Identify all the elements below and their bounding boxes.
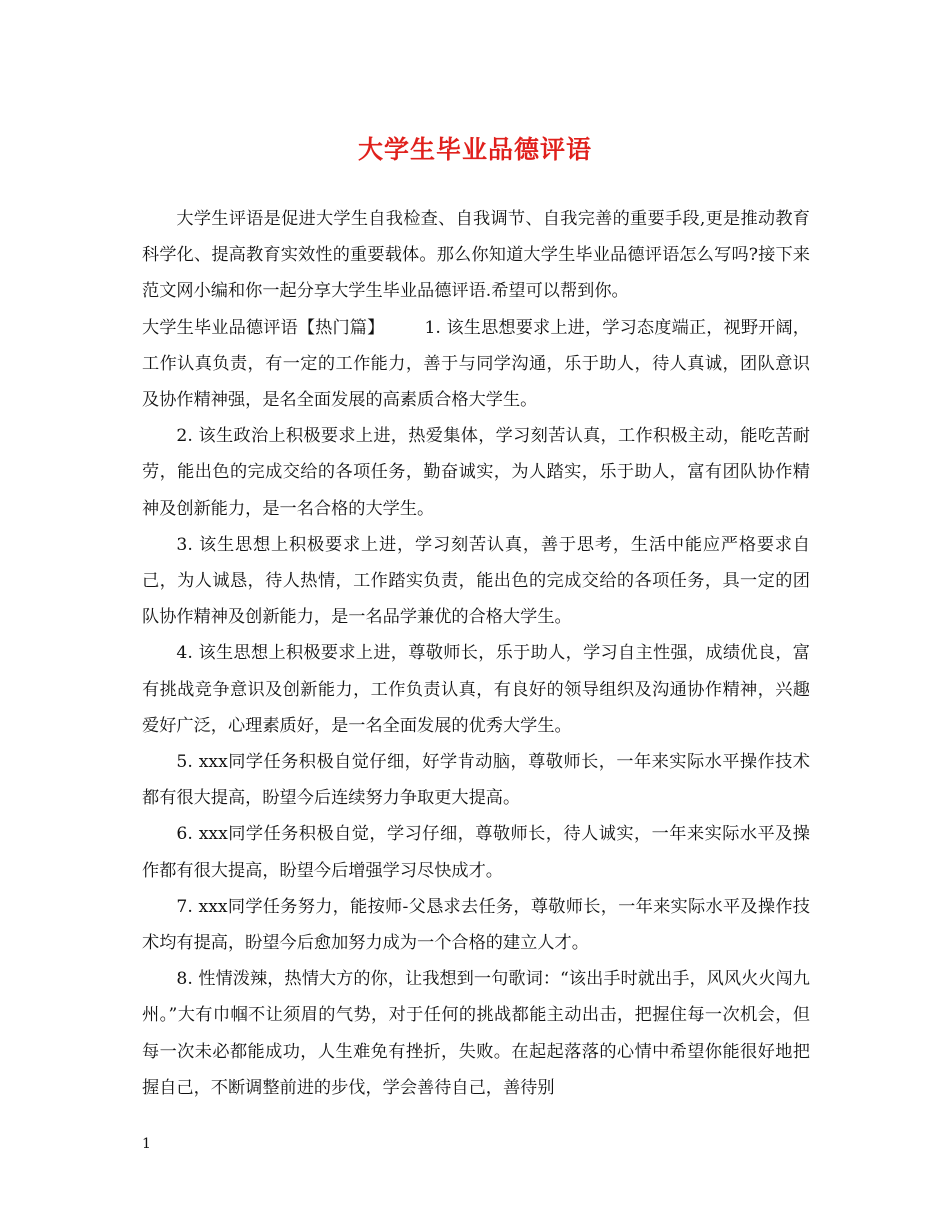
comment-item-4: 4. 该生思想上积极要求上进，尊敬师长，乐于助人，学习自主性强，成绩优良，富有挑战竞争意识及创新能力，工作负责认真，有良好的领导组织及沟通协作精神，兴趣爱好广泛，心理素质好，是一名全面发展的优秀大学生。 xyxy=(142,643,810,736)
comment-item-2: 2. 该生政治上积极要求上进，热爱集体，学习刻苦认真，工作积极主动，能吃苦耐劳，能出色的完成交给的各项任务，勤奋诚实，为人踏实，乐于助人，富有团队协作精神及创新能力，是一名合格的大学生。 xyxy=(142,426,810,519)
section-heading: 大学生毕业品德评语【热门篇】 xyxy=(142,317,385,338)
document-body xyxy=(142,201,810,1106)
document-title: 大学生毕业品德评语 xyxy=(357,135,592,164)
comment-item-1: 1. 该生思想要求上进，学习态度端正，视野开阔，工作认真负责，有一定的工作能力，善于与同学沟通，乐于助人，待人真诚，团队意识及协作精神强，是名全面发展的高素质合格大学生。 xyxy=(142,317,810,411)
comment-item-8: 8. 性情泼辣，热情大方的你，让我想到一句歌词：“该出手时就出手，风风火火闯九州。”大有巾帼不让须眉的气势，对于任何的挑战都能主动出击，把握住每一次机会，但每一次未必都能成功，人生难免有挫折，失败。在起起落落的心情中希望你能很好地把握自己，不断调整前进的步伐，学会善待自己，善待别 xyxy=(142,969,810,1098)
page-number: 1 xyxy=(142,1136,151,1152)
comment-item-5: 5. xxx同学任务积极自觉仔细，好学肯动脑，尊敬师长，一年来实际水平操作技术都有很大提高，盼望今后连续努力争取更大提高。 xyxy=(142,752,810,809)
comment-item-6: 6. xxx同学任务积极自觉，学习仔细，尊敬师长，待人诚实，一年来实际水平及操作都有很大提高，盼望今后增强学习尽快成才。 xyxy=(142,824,810,881)
comment-item-3: 3. 该生思想上积极要求上进，学习刻苦认真，善于思考，生活中能应严格要求自己，为人诚恳，待人热情，工作踏实负责，能出色的完成交给的各项任务，具一定的团队协作精神及创新能力，是一名品学兼优的合格大学生。 xyxy=(142,534,810,628)
comment-item-7: 7. xxx同学任务努力，能按师-父恳求去任务，尊敬师长，一年来实际水平及操作技术均有提高，盼望今后愈加努力成为一个合格的建立人才。 xyxy=(142,896,810,954)
intro-paragraph: 大学生评语是促进大学生自我检查、自我调节、自我完善的重要手段,更是推动教育科学化、提高教育实效性的重要载体。那么你知道大学生毕业品德评语怎么写吗?接下来范文网小编和你一起分享大学生毕业品德评语.希望可以帮到你。 xyxy=(142,209,810,302)
section-heading-paragraph xyxy=(142,310,810,419)
